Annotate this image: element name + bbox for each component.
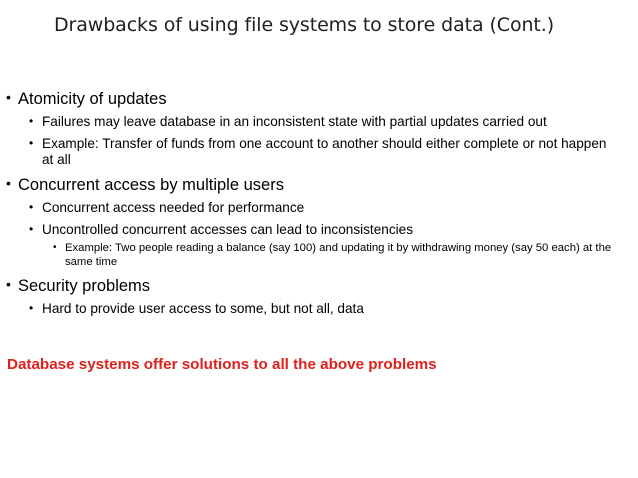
bullet-icon: • [6, 174, 11, 191]
bullet-icon: • [29, 114, 34, 129]
bullet-list [0, 83, 620, 317]
bullet-level1 [0, 276, 620, 296]
bullet-text: Concurrent access by multiple users [18, 175, 284, 194]
bullet-level2 [0, 200, 620, 217]
bullet-icon: • [29, 199, 34, 214]
bullet-icon: • [29, 300, 34, 315]
bullet-icon: • [6, 89, 11, 105]
bullet-icon: • [29, 221, 34, 236]
bullet-text: Example: Two people reading a balance (say 100) and updating it by withdrawing money (say 50 each) at the same time [65, 242, 612, 268]
bullet-level3 [0, 242, 620, 270]
bullet-text: Atomicity of updates [18, 90, 167, 108]
bullet-text: Security problems [18, 276, 151, 295]
bullet-icon: • [29, 135, 34, 150]
bullet-level2 [0, 114, 620, 131]
bullet-level2 [0, 222, 620, 239]
bullet-icon: • [6, 275, 11, 292]
slide-title: Drawbacks of using file systems to store data (Cont.) [53, 14, 555, 36]
bullet-level1 [0, 175, 620, 195]
bullet-text: Concurrent access needed for performance [42, 199, 305, 215]
bullet-level2 [0, 301, 620, 318]
bullet-icon: • [53, 242, 57, 254]
bullet-level1 [0, 89, 620, 109]
bullet-text: Example: Transfer of funds from one account to another should either complete or not happen at all [42, 135, 607, 168]
bullet-text: Failures may leave database in an inconsistent state with partial updates carried out [42, 114, 547, 130]
bullet-level2 [0, 136, 620, 169]
bullet-text: Hard to provide user access to some, but not all, data [42, 300, 364, 316]
bullet-text: Uncontrolled concurrent accesses can lead to inconsistencies [42, 221, 414, 237]
conclusion-text: Database systems offer solutions to all the above problems [7, 356, 437, 373]
